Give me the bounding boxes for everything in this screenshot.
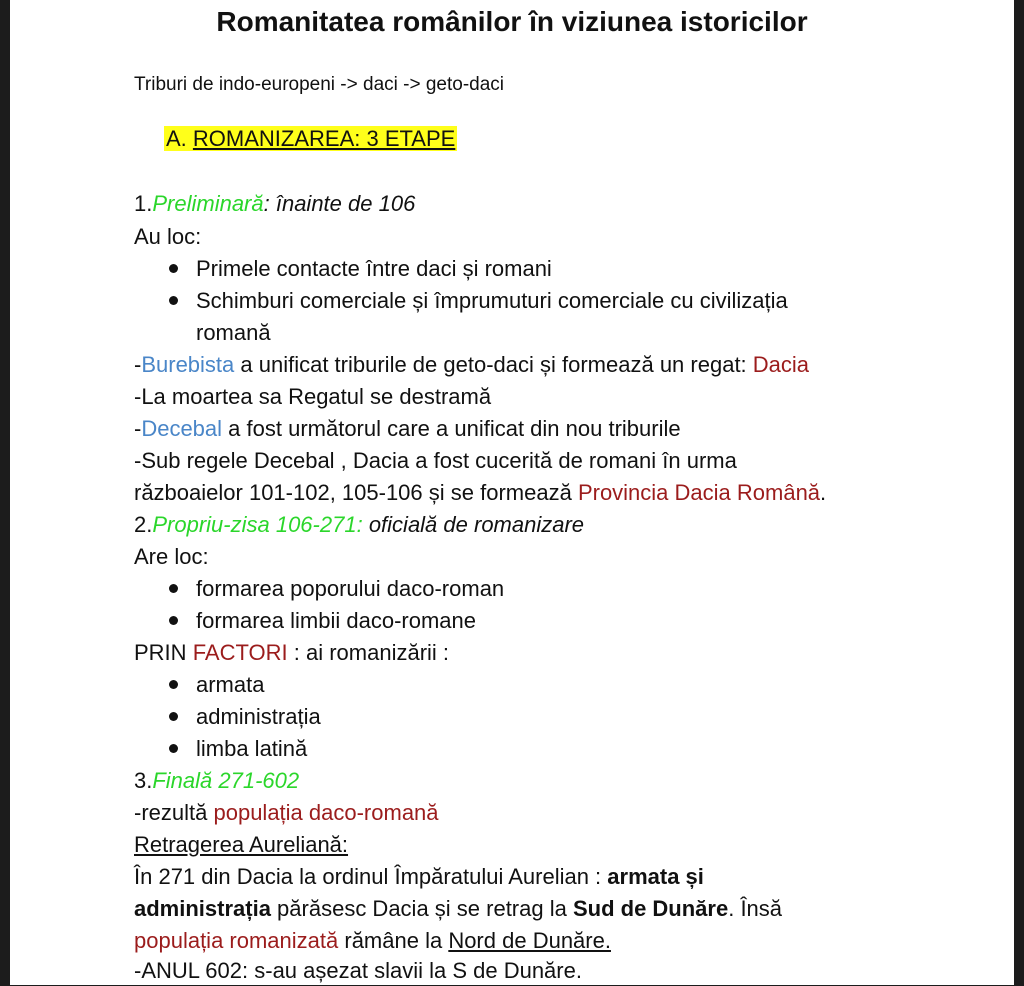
bullet-dot [169, 264, 178, 273]
list-item: armata [196, 672, 265, 697]
prin-text: PRIN [134, 640, 193, 665]
bullet-dot [169, 744, 178, 753]
stage2-desc: oficială de romanizare [362, 512, 585, 537]
decebal-name: Decebal [141, 416, 223, 441]
in271-line [134, 862, 704, 892]
document-title: Romanitatea românilor în viziunea istoricilor [216, 6, 808, 37]
retragerea-heading: Retragerea Aureliană: [134, 832, 349, 857]
razboaie-line [134, 478, 826, 508]
insa-text: . Însă [728, 896, 783, 921]
stage1-name: Preliminară [152, 191, 264, 216]
razboaie-text: războaielor 101-102, 105-106 și se formează [134, 480, 578, 505]
nord-dunare-underlined: Nord de Dunăre. [448, 928, 611, 953]
bullet-dot [169, 584, 178, 593]
decebal-text: a fost următorul care a unificat din nou triburile [222, 416, 681, 441]
stage2-heading [134, 510, 584, 540]
bullet-dot [169, 680, 178, 689]
list-item-continuation: romană [196, 320, 271, 345]
prin-factori-line [134, 638, 449, 668]
decebal-line [134, 414, 681, 444]
stage3-name: Finală 271-602 [152, 768, 300, 793]
intro-line: Triburi de indo-europeni -> daci -> geto-daci [134, 74, 504, 95]
list-item: formarea poporului daco-roman [196, 576, 505, 601]
populatia-term: populația daco-romană [213, 800, 439, 825]
list-item: limba latină [196, 736, 308, 761]
burebista-text: a unificat triburile de geto-daci și formează un regat: [234, 352, 753, 377]
period: . [820, 480, 827, 505]
populatia-line [134, 926, 611, 956]
sud-dunare-bold: Sud de Dunăre [572, 896, 729, 921]
section-a-highlight [164, 126, 457, 151]
list-item: Primele contacte între daci și romani [196, 256, 552, 281]
burebista-name: Burebista [141, 352, 235, 377]
au-loc-label: Au loc: [134, 224, 202, 249]
section-a-prefix: A. [166, 126, 193, 151]
prin-post-text: : ai romanizării : [287, 640, 450, 665]
bullet-dot [169, 616, 178, 625]
rezulta-line [134, 798, 439, 828]
stage1-number: 1. [134, 191, 153, 216]
populatia-romanizata-term: populația romanizată [134, 928, 339, 953]
stage2-number: 2. [134, 512, 153, 537]
stage2-name: Propriu-zisa 106-271: [152, 512, 363, 537]
sub-regele-line: -Sub regele Decebal , Dacia a fost cucerită de romani în urma [134, 448, 737, 473]
anul-602-line: -ANUL 602: s-au așezat slavii la S de Dunăre. [134, 958, 582, 983]
armata-bold: armata și [607, 864, 704, 889]
stage1-heading [134, 189, 415, 219]
list-item: Schimburi comerciale și împrumuturi comerciale cu civilizația [196, 288, 788, 313]
dash: - [134, 416, 142, 441]
provincia-term: Provincia Dacia Română [577, 480, 821, 505]
dash: - [134, 352, 142, 377]
bullet-dot [169, 296, 178, 305]
stage3-number: 3. [134, 768, 153, 793]
list-item: administrația [196, 704, 321, 729]
administratia-line [134, 894, 782, 924]
document-page [10, 0, 1014, 985]
section-a-label: ROMANIZAREA: 3 ETAPE [192, 126, 456, 151]
section-a-heading [164, 124, 457, 154]
in271-text: În 271 din Dacia la ordinul Împăratului Aurelian : [134, 864, 608, 889]
dacia-term: Dacia [752, 352, 810, 377]
stage3-heading [134, 766, 299, 796]
bullet-dot [169, 712, 178, 721]
rezulta-text: -rezultă [134, 800, 214, 825]
moartea-line: -La moartea sa Regatul se destramă [134, 384, 492, 409]
burebista-line [134, 350, 809, 380]
list-item: formarea limbii daco-romane [196, 608, 476, 633]
are-loc-label: Are loc: [134, 544, 209, 569]
administratia-bold: administrația [134, 896, 271, 921]
stage1-date: : înainte de 106 [263, 191, 416, 216]
factori-term: FACTORI [192, 640, 288, 665]
admin-text: părăsesc Dacia și se retrag la [270, 896, 573, 921]
ramane-text: rămâne la [338, 928, 449, 953]
